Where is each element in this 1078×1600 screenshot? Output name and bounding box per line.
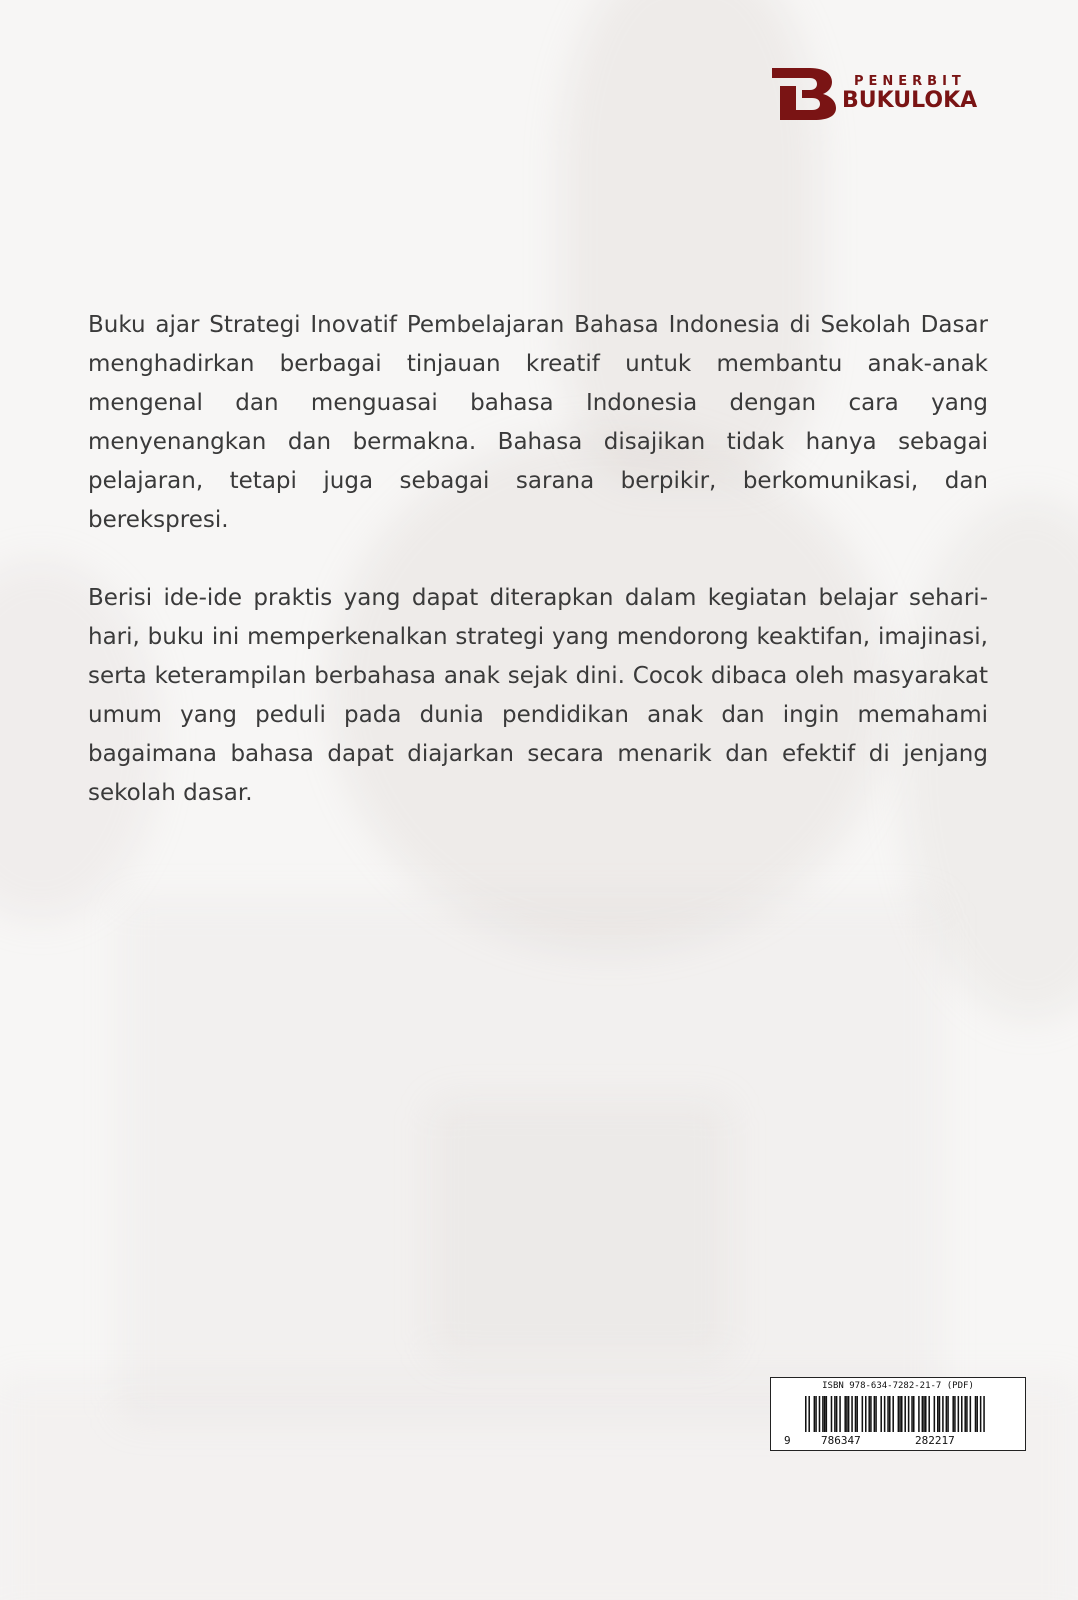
barcode-bar (899, 1396, 901, 1432)
barcode-bar (961, 1396, 963, 1432)
isbn-label: ISBN 978-634-7282-21-7 (PDF) (822, 1381, 974, 1391)
barcode-bar (964, 1396, 966, 1432)
barcode-bar (822, 1396, 824, 1432)
barcode-bar (954, 1396, 956, 1432)
barcode-bars (805, 1396, 985, 1432)
barcode-bar (958, 1396, 960, 1432)
barcode-bar (874, 1396, 876, 1432)
barcode-bar (892, 1396, 894, 1432)
barcode-bar (855, 1396, 857, 1432)
barcode-bar (836, 1396, 838, 1432)
barcode-bar (862, 1396, 864, 1432)
barcode-bar (939, 1396, 941, 1432)
barcode-bar (824, 1396, 826, 1432)
logo-b-icon (770, 66, 838, 122)
logo-penerbit-text: PENERBIT (854, 74, 966, 89)
barcode-right-digits: 282217 (915, 1434, 955, 1447)
barcode-bar (923, 1396, 925, 1432)
barcode-bar (898, 1396, 900, 1432)
book-blurb (88, 306, 988, 852)
barcode-bar (934, 1396, 936, 1432)
barcode-bar (942, 1396, 944, 1432)
barcode-bar (815, 1396, 817, 1432)
barcode-bar (983, 1396, 985, 1432)
barcode-left-digits: 786347 (821, 1434, 861, 1447)
barcode-bar (980, 1396, 982, 1432)
barcode-bar (975, 1396, 977, 1432)
barcode-bar (875, 1396, 877, 1432)
barcode-bar (889, 1396, 891, 1432)
barcode-bar (966, 1396, 968, 1432)
barcode-lead-digit: 9 (784, 1434, 791, 1447)
barcode-bar (887, 1396, 889, 1432)
barcode-bar (946, 1396, 948, 1432)
barcode-bar (851, 1396, 853, 1432)
publisher-logo (770, 66, 990, 122)
barcode-bar (904, 1396, 906, 1432)
barcode-bar (834, 1396, 836, 1432)
barcode-bar (884, 1396, 886, 1432)
barcode-bar (918, 1396, 920, 1432)
barcode-bar (819, 1396, 821, 1432)
barcode-bar (908, 1396, 910, 1432)
barcode-bar (925, 1396, 927, 1432)
barcode-bar (831, 1396, 833, 1432)
barcode-bar (928, 1396, 930, 1432)
barcode-bar (844, 1396, 846, 1432)
isbn-barcode (770, 1377, 1026, 1451)
barcode-bar (947, 1396, 949, 1432)
logo-name-text: BUKULOKA (842, 88, 978, 113)
barcode-bar (937, 1396, 939, 1432)
barcode-bar (856, 1396, 858, 1432)
barcode-bar (922, 1396, 924, 1432)
barcode-bar (901, 1396, 903, 1432)
blurb-paragraph-2: Berisi ide-ide praktis yang dapat diterapkan dalam kegiatan belajar sehari-hari, buku ini memperkenalkan strategi yang mendorong keaktifan, imajinasi, serta keterampilan berbahasa anak sejak dini. Cocok dibaca oleh masyarakat umum yang peduli pada dunia pendidikan anak dan ingin memahami bagaimana bahasa dapat diajarkan secara menarik dan efektif di jenjang sekolah dasar. (88, 585, 988, 806)
barcode-bar (913, 1396, 915, 1432)
barcode-bar (839, 1396, 841, 1432)
barcode-bar (805, 1396, 807, 1432)
barcode-bar (870, 1396, 872, 1432)
barcode-bar (846, 1396, 848, 1432)
blurb-paragraph-1: Buku ajar Strategi Inovatif Pembelajaran Bahasa Indonesia di Sekolah Dasar menghadirkan berbagai tinjauan kreatif untuk membantu anak-anak mengenal dan menguasai bahasa Indonesia dengan cara yang menyenangkan dan bermakna. Bahasa disajikan tidak hanya sebagai pelajaran, tetapi juga sebagai sarana berpikir, berkomunikasi, dan berekspresi. (88, 312, 988, 533)
background-shape (430, 1100, 730, 1360)
barcode-bar (868, 1396, 870, 1432)
barcode-bar (976, 1396, 978, 1432)
barcode-bar (808, 1396, 810, 1432)
barcode-bar (865, 1396, 867, 1432)
barcode-bar (911, 1396, 913, 1432)
barcode-bar (814, 1396, 816, 1432)
barcode-bar (970, 1396, 972, 1432)
barcode-bar (826, 1396, 828, 1432)
barcode-bar (952, 1396, 954, 1432)
barcode-bar (848, 1396, 850, 1432)
barcode-bar (880, 1396, 882, 1432)
